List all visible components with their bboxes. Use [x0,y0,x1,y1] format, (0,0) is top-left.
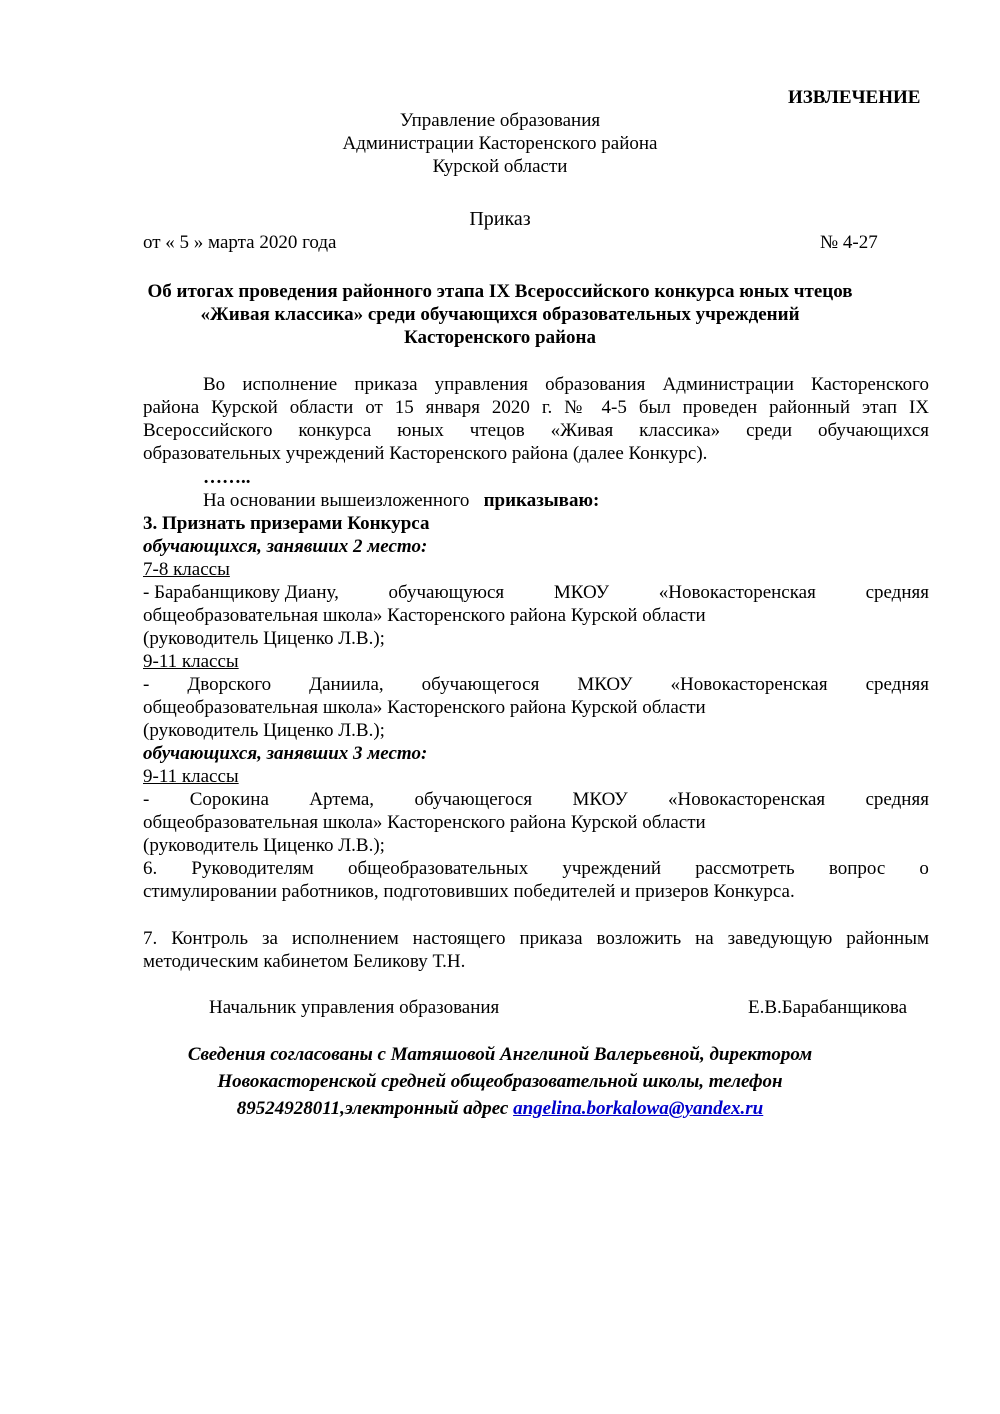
org-line-2: Администрации Касторенского района [342,133,658,154]
footer-line-2: Новокасторенской средней общеобразовательной школы, телефон [217,1071,783,1092]
grade-7-8: 7-8 классы [143,559,230,580]
school-line: общеобразовательная школа» Касторенского района Курской области [143,605,706,626]
winner-2-word: «Новокасторенская [670,674,828,695]
supervisor-line: (руководитель Циценко Л.В.); [143,720,385,741]
intro-line-4: образовательных учреждений Касторенского района (далее Конкурс). [143,443,708,464]
item6-word: общеобразовательных [347,858,529,879]
ellipsis: …….. [203,467,251,488]
org-line-3: Курской области [432,156,568,177]
winner-1-line [143,581,929,604]
third-place-heading: обучающихся, занявших 3 место: [143,743,428,764]
winner-3-word: обучающегося [414,789,533,810]
winner-2-word: Даниила, [309,674,384,695]
supervisor-line: (руководитель Циценко Л.В.); [143,835,385,856]
winner-2-word: средняя [865,674,929,695]
basis-text: На основании вышеизложенного [203,490,470,511]
org-line-1: Управление образования [399,110,601,131]
winner-3-word: - [143,789,150,810]
winner-1-word: МКОУ [553,582,610,603]
item6-word: вопрос [828,858,886,879]
winner-2-word: - [143,674,150,695]
winner-1-word: средняя [865,582,929,603]
title-line-2: «Живая классика» среди обучающихся образовательных учреждений [200,304,800,325]
winner-2-word: МКОУ [577,674,633,695]
winner-1-word: «Новокасторенская [658,582,816,603]
signature-name: Е.В.Барабанщикова [748,997,908,1018]
footer-line-1: Сведения согласованы с Матяшовой Ангелиной Валерьевной, директором [187,1044,813,1065]
item6-word: Руководителям [191,858,314,879]
school-line: общеобразовательная школа» Касторенского района Курской области [143,697,706,718]
intro-line-2: района Курской области от 15 января 2020 г. № 4-5 был проведен районный этап IX [143,397,929,418]
winner-2-line [143,673,929,696]
winner-3-word: МКОУ [572,789,628,810]
school-line: общеобразовательная школа» Касторенского района Курской области [143,812,706,833]
extract-stamp: ИЗВЛЕЧЕНИЕ [788,87,921,108]
basis-order: приказываю: [483,490,600,511]
winner-3-word: Сорокина [189,789,269,810]
second-place-heading: обучающихся, занявших 2 место: [143,536,428,557]
item7-line-1: 7. Контроль за исполнением настоящего приказа возложить на заведующую районным [143,928,929,949]
item6-line-1 [143,857,929,880]
winner-3-word: «Новокасторенская [668,789,826,810]
title-line-3: Касторенского района [404,327,596,348]
item6-word: рассмотреть [695,858,795,879]
signature-position: Начальник управления образования [209,997,500,1018]
item6-word: 6. [143,858,158,879]
item3-heading: 3. Признать призерами Конкурса [143,513,430,534]
basis-line [203,489,599,512]
item6-word: учреждений [562,858,662,879]
title-line-1: Об итогах проведения районного этапа IX Всероссийского конкурса юных чтецов [147,281,853,302]
order-number: № 4-27 [820,232,878,253]
intro-line-1: Во исполнение приказа управления образования Администрации Касторенского [203,374,929,395]
winner-3-word: Артема, [309,789,375,810]
item6-word: о [919,858,929,879]
winner-2-word: обучающегося [421,674,540,695]
grade-9-11: 9-11 классы [143,651,239,672]
footer-phone-text: 89524928011,электронный адрес [236,1098,514,1119]
intro-line-3: Всероссийского конкурса юных чтецов «Живая классика» среди обучающихся [143,420,929,441]
email-link[interactable]: angelina.borkalowa@yandex.ru [513,1098,764,1119]
order-date: от « 5 » марта 2020 года [143,232,337,253]
winner-2-word: Дворского [187,674,272,695]
footer-line-3 [0,1097,1000,1120]
item7-line-2: методическим кабинетом Беликову Т.Н. [143,951,466,972]
item6-line-2: стимулировании работников, подготовивших победителей и призеров Конкурса. [143,881,795,902]
winner-1-name: - Барабанщикову Диану, [143,582,339,603]
winner-3-word: средняя [865,789,929,810]
winner-3-line [143,788,929,811]
supervisor-line: (руководитель Циценко Л.В.); [143,628,385,649]
winner-1-word: обучающуюся [388,582,505,603]
doc-type: Приказ [469,208,531,230]
grade-9-11: 9-11 классы [143,766,239,787]
